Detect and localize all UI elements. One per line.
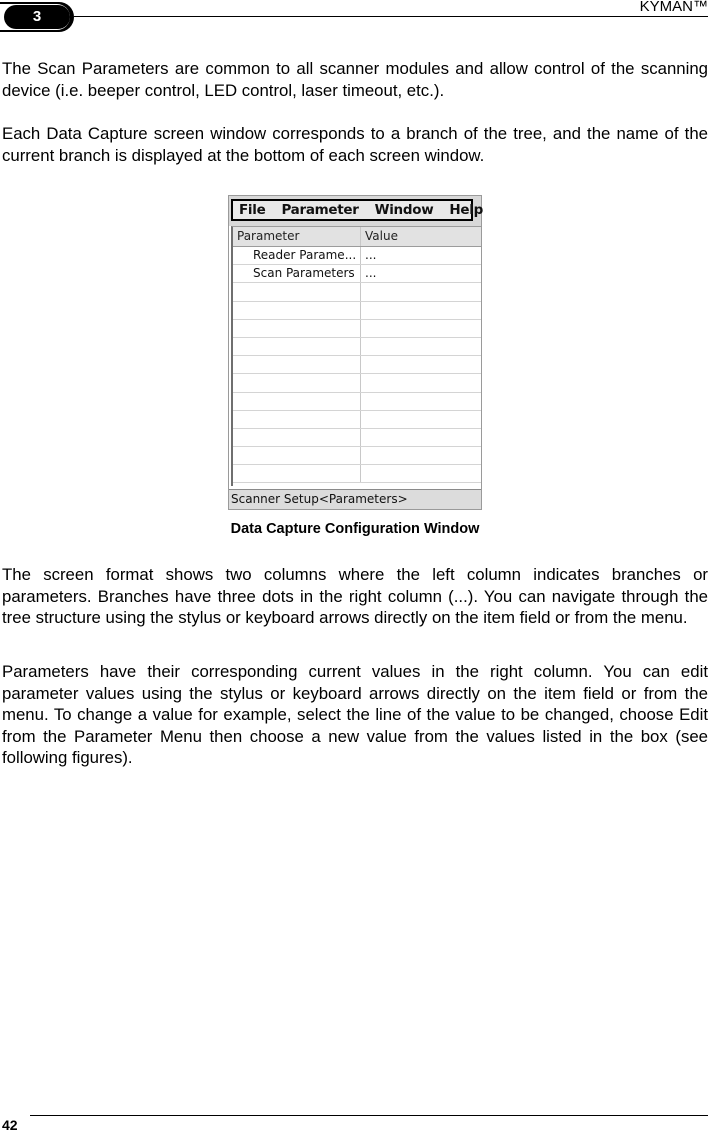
menu-help[interactable]: Help [449, 202, 483, 218]
empty-row [233, 302, 481, 320]
empty-row [233, 393, 481, 411]
paragraph-parameters: Parameters have their corresponding current values in the right column. You can edit parameter values using the stylus or keyboard arrows directly on the item field or from the menu. To change a value for example, select the line of the value to be changed, choose Edit from the Parameter Menu then choose a new value from the values listed in the box (see following figures). [2, 662, 708, 768]
row-value: ... [365, 248, 377, 262]
grid-header [233, 227, 481, 247]
empty-row [233, 429, 481, 447]
empty-row [233, 447, 481, 465]
chapter-number: 3 [4, 5, 70, 29]
figure-caption: Data Capture Configuration Window [230, 521, 480, 537]
chapter-badge [0, 2, 74, 32]
menu-file[interactable]: File [239, 202, 266, 218]
header-rule [74, 16, 708, 17]
header-title: KYMAN™ [639, 0, 708, 15]
empty-row [233, 283, 481, 301]
empty-row [233, 465, 481, 483]
column-header-parameter[interactable]: Parameter [233, 227, 361, 246]
table-row[interactable] [233, 265, 481, 283]
row-parameter: Scan Parameters [233, 265, 361, 282]
paragraph-branch: Each Data Capture screen window corresponds to a branch of the tree, and the name of the current branch is displayed at the bottom of each screen window. [2, 124, 708, 165]
row-value: ... [365, 266, 377, 281]
empty-row [233, 411, 481, 429]
data-capture-window [228, 195, 482, 510]
paragraph-intro: The Scan Parameters are common to all scanner modules and allow control of the scanning device (i.e. beeper control, LED control, laser timeout, etc.). [2, 59, 708, 100]
parameter-grid [231, 226, 481, 486]
menu-window[interactable]: Window [374, 202, 434, 218]
column-header-value[interactable]: Value [365, 229, 398, 243]
menu-parameter[interactable]: Parameter [281, 202, 359, 218]
empty-row [233, 374, 481, 392]
empty-row [233, 356, 481, 374]
menu-bar [231, 199, 483, 221]
paragraph-screen-format: The screen format shows two columns where the left column indicates branches or parameters. Branches have three dots in the right column (...). You can navigate through the tree structure using the stylus or keyboard arrows directly on the item field or from the menu. [2, 565, 708, 628]
status-bar: Scanner Setup<Parameters> [229, 489, 481, 509]
empty-row [233, 338, 481, 356]
row-parameter: Reader Parame... [233, 247, 361, 264]
footer-rule [30, 1115, 708, 1116]
table-row[interactable] [233, 247, 481, 265]
empty-row [233, 320, 481, 338]
page-number: 42 [2, 1117, 18, 1133]
